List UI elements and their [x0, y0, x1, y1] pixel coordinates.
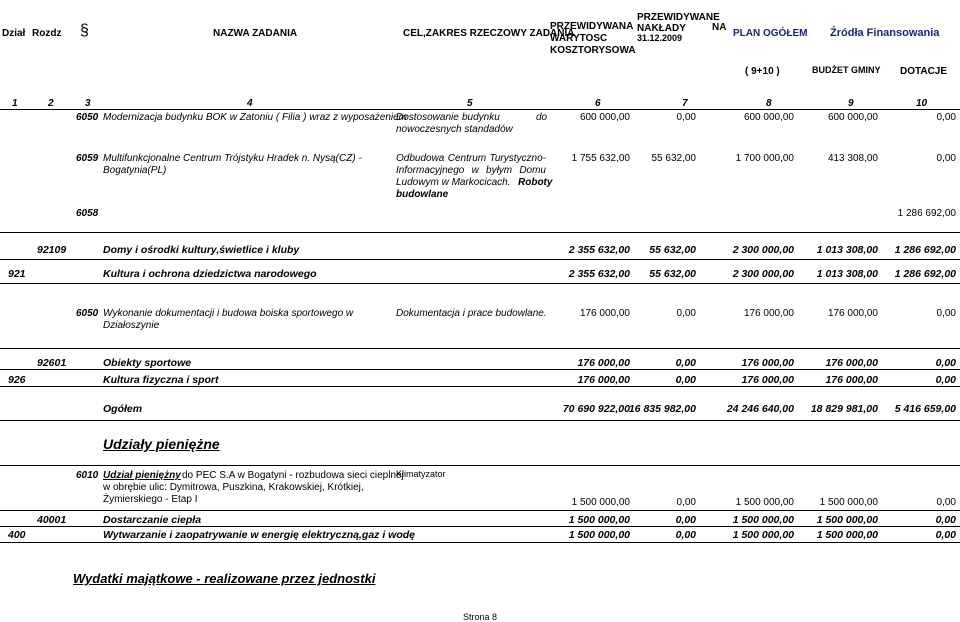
- value-dotacje: 0,00: [935, 357, 956, 369]
- dzial-code: 921: [8, 268, 26, 280]
- value-przew-wartosc: 2 355 632,00: [568, 268, 630, 280]
- header-przew-wartosc-2: WARYTOSC: [550, 33, 608, 44]
- task-desc: budowlane: [396, 189, 449, 200]
- task-desc: budynku: [462, 112, 500, 123]
- value-naklady: 0,00: [676, 308, 696, 319]
- rozdz-code: 92109: [37, 244, 67, 256]
- value-przew-wartosc: 600 000,00: [579, 112, 630, 123]
- divider: [0, 526, 960, 527]
- divider: [0, 510, 960, 511]
- value-przew-wartosc: 1 500 000,00: [571, 497, 630, 508]
- header-przew-wartosc-3: KOSZTORYSOWA: [550, 45, 636, 56]
- value-przew-wartosc: 1 755 632,00: [571, 153, 630, 164]
- task-name: w obrębie ulic: Dymitrowa, Puszkina, Krakowskiej, Krótkiej,: [103, 482, 364, 493]
- header-nazwa-zadania: NAZWA ZADANIA: [213, 28, 298, 39]
- value-naklady: 55 632,00: [649, 268, 696, 280]
- header-budzet-gminy: BUDŻET GMINY: [812, 65, 881, 75]
- task-name: Udział pieniężny: [103, 470, 181, 481]
- value-dotacje: 0,00: [936, 112, 956, 123]
- dzial-name: Wytwarzanie i zaopatrywanie w energię elektryczną,gaz i wodę: [103, 529, 415, 541]
- value-plan-ogolem: 176 000,00: [743, 308, 794, 319]
- value-naklady: 55 632,00: [651, 153, 696, 164]
- value-naklady: 0,00: [675, 374, 696, 386]
- value-budzet-gminy: 1 013 308,00: [816, 244, 878, 256]
- section-title: Udziały pieniężne: [103, 436, 220, 452]
- col-num: 8: [766, 98, 772, 109]
- value-naklady: 0,00: [676, 497, 696, 508]
- header-przew-wartosc-1: PRZEWIDYWANA: [550, 21, 634, 32]
- task-desc: Klimatyzator: [396, 469, 446, 479]
- task-name: do PEC S.A w Bogatyni - rozbudowa sieci cieplnej: [182, 470, 404, 481]
- value-budzet-gminy: 1 500 000,00: [816, 529, 878, 541]
- par-code: 6058: [76, 208, 99, 219]
- value-naklady: 0,00: [675, 357, 696, 369]
- task-name: Multifunkcjonalne Centrum Trójstyku Hradek n. Nysą(CZ) -: [103, 153, 362, 164]
- value-plan-ogolem: 176 000,00: [741, 357, 794, 369]
- task-name: Modernizacja budynku BOK w Zatoniu ( Filia ) wraz z wyposażeniem: [103, 112, 408, 123]
- divider: [0, 109, 960, 110]
- col-num: 10: [916, 98, 928, 109]
- task-desc: Dostosowanie: [396, 112, 459, 123]
- value-dotacje: 0,00: [936, 153, 956, 164]
- par-code: 6059: [76, 153, 99, 164]
- value-budzet-gminy: 176 000,00: [825, 374, 878, 386]
- header-przew-naklady-2: NAKŁADY: [637, 23, 686, 34]
- par-code: 6050: [76, 308, 99, 319]
- task-desc: Odbudowa Centrum Turystyczno-: [396, 153, 546, 164]
- task-name: Wykonanie dokumentacji i budowa boiska sportowego w: [103, 308, 354, 319]
- task-name: Żymierskiego - Etap I: [103, 494, 198, 505]
- value-plan-ogolem: 1 500 000,00: [735, 497, 794, 508]
- dzial-name: Kultura fizyczna i sport: [103, 374, 219, 386]
- header-cel: CEL,ZAKRES RZECZOWY ZADANIA: [403, 28, 575, 39]
- value-budzet-gminy: 176 000,00: [827, 308, 878, 319]
- value-budzet-gminy: 1 013 308,00: [816, 268, 878, 280]
- value-budzet-gminy: 1 500 000,00: [816, 514, 878, 526]
- dzial-code: 400: [8, 529, 26, 541]
- value-budzet-gminy: 18 829 981,00: [810, 403, 878, 415]
- value-dotacje: 0,00: [936, 497, 956, 508]
- header-przew-naklady-1: PRZEWIDYWANE: [637, 12, 720, 23]
- divider: [0, 420, 960, 421]
- divider: [0, 465, 960, 466]
- col-num: 5: [467, 98, 473, 109]
- value-naklady: 16 835 982,00: [628, 403, 696, 415]
- header-rozdz: Rozdz: [32, 28, 62, 39]
- col-num: 4: [247, 98, 253, 109]
- dzial-code: 926: [8, 374, 26, 386]
- col-num: 1: [12, 98, 18, 109]
- value-dotacje: 0,00: [936, 308, 956, 319]
- divider: [0, 369, 960, 370]
- header-na: NA: [712, 22, 727, 33]
- value-plan-ogolem: 176 000,00: [741, 374, 794, 386]
- col-num: 9: [848, 98, 854, 109]
- task-desc: Ludowym w Markocicach.: [396, 177, 511, 188]
- value-plan-ogolem: 600 000,00: [743, 112, 794, 123]
- rozdz-code: 92601: [37, 357, 67, 369]
- col-num: 7: [682, 98, 688, 109]
- rozdz-code: 40001: [37, 514, 67, 526]
- header-dzial: Dział: [2, 28, 26, 39]
- task-desc: Roboty: [518, 177, 553, 188]
- rozdz-name: Dostarczanie ciepła: [103, 514, 202, 526]
- value-budzet-gminy: 413 308,00: [827, 153, 878, 164]
- header-zrodla: Źródła Finansowania: [830, 27, 940, 39]
- par-code: 6010: [76, 470, 99, 481]
- par-code: 6050: [76, 112, 99, 123]
- header-przew-naklady-3: 31.12.2009: [637, 33, 683, 43]
- value-budzet-gminy: 176 000,00: [825, 357, 878, 369]
- value-dotacje: 0,00: [935, 374, 956, 386]
- divider: [0, 283, 960, 284]
- section-title: Wydatki majątkowe - realizowane przez jednostki: [73, 571, 376, 586]
- value-przew-wartosc: 70 690 922,00: [562, 403, 630, 415]
- value-przew-wartosc: 176 000,00: [577, 374, 630, 386]
- value-naklady: 0,00: [675, 514, 696, 526]
- rozdz-name: Domy i ośrodki kultury,świetlice i kluby: [103, 244, 300, 256]
- divider: [0, 542, 960, 543]
- col-num: 2: [48, 98, 54, 109]
- value-przew-wartosc: 176 000,00: [579, 308, 630, 319]
- divider: [0, 259, 960, 260]
- value-przew-wartosc: 1 500 000,00: [568, 514, 630, 526]
- value-dotacje: 0,00: [935, 514, 956, 526]
- header-plan-formula: ( 9+10 ): [745, 66, 780, 77]
- task-name: Działoszynie: [103, 320, 160, 331]
- value-plan-ogolem: 24 246 640,00: [726, 403, 794, 415]
- value-budzet-gminy: 600 000,00: [827, 112, 878, 123]
- header-paragraph: §: [80, 22, 89, 39]
- value-przew-wartosc: 176 000,00: [577, 357, 630, 369]
- task-desc: nowoczesnych standadów: [396, 124, 513, 135]
- divider: [0, 386, 960, 387]
- task-desc: Dokumentacja i prace budowlane.: [396, 308, 547, 319]
- page-number: Strona 8: [463, 612, 498, 622]
- value-naklady: 0,00: [676, 112, 696, 123]
- divider: [0, 348, 960, 349]
- col-num: 6: [595, 98, 601, 109]
- value-dotacje: 0,00: [935, 529, 956, 541]
- value-dotacje: 1 286 692,00: [894, 268, 956, 280]
- value-naklady: 55 632,00: [649, 244, 696, 256]
- dzial-name: Kultura i ochrona dziedzictwa narodowego: [103, 268, 317, 280]
- value-plan-ogolem: 1 500 000,00: [732, 529, 794, 541]
- task-name: Bogatynia(PL): [103, 165, 167, 176]
- value-dotacje: 1 286 692,00: [897, 208, 956, 219]
- divider: [0, 232, 960, 233]
- task-desc: Informacyjnego w byłym Domu: [396, 165, 546, 176]
- rozdz-name: Obiekty sportowe: [103, 357, 192, 369]
- value-naklady: 0,00: [675, 529, 696, 541]
- value-dotacje: 1 286 692,00: [894, 244, 956, 256]
- value-przew-wartosc: 1 500 000,00: [568, 529, 630, 541]
- value-plan-ogolem: 1 500 000,00: [732, 514, 794, 526]
- value-dotacje: 5 416 659,00: [894, 403, 956, 415]
- col-num: 3: [85, 98, 91, 109]
- value-plan-ogolem: 1 700 000,00: [735, 153, 794, 164]
- value-plan-ogolem: 2 300 000,00: [732, 244, 794, 256]
- task-desc: do: [536, 112, 548, 123]
- value-budzet-gminy: 1 500 000,00: [819, 497, 878, 508]
- total-label: Ogółem: [103, 403, 143, 415]
- value-plan-ogolem: 2 300 000,00: [732, 268, 794, 280]
- header-plan-ogolem: PLAN OGÓŁEM: [733, 28, 808, 39]
- value-przew-wartosc: 2 355 632,00: [568, 244, 630, 256]
- header-dotacje: DOTACJE: [900, 66, 948, 77]
